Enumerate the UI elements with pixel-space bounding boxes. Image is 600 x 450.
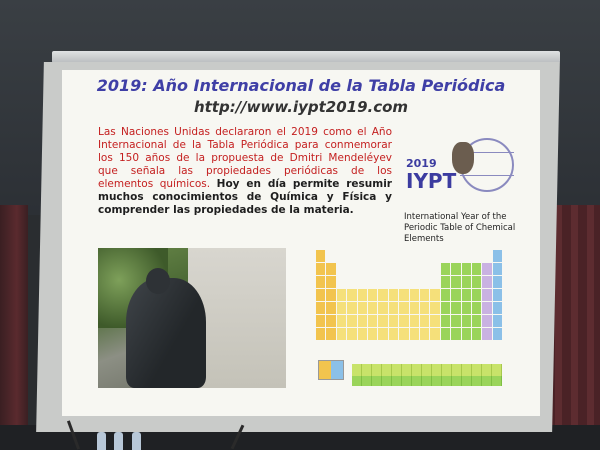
element-cell — [378, 289, 387, 301]
projected-slide — [62, 70, 540, 416]
element-cell — [441, 263, 450, 275]
slide-title: 2019: Año Internacional de la Tabla Periódica — [96, 76, 506, 95]
element-cell — [347, 302, 356, 314]
element-cell — [399, 328, 408, 340]
element-cell — [451, 276, 460, 288]
element-cell — [378, 328, 387, 340]
element-cell — [472, 263, 481, 275]
slide-paragraph — [98, 126, 392, 217]
element-cell — [472, 302, 481, 314]
element-cell — [378, 315, 387, 327]
element-cell — [316, 302, 325, 314]
element-cell — [430, 328, 439, 340]
element-cell — [358, 328, 367, 340]
element-cell — [389, 315, 398, 327]
element-cell — [316, 289, 325, 301]
element-cell — [472, 276, 481, 288]
periodic-table-legend-box — [318, 360, 344, 380]
paragraph-black-text: Hoy en día permite resumir muchos conocimientos de Química y Física y comprender las propiedades de la materia. — [98, 178, 392, 216]
element-cell — [316, 276, 325, 288]
element-cell — [337, 315, 346, 327]
element-cell — [493, 276, 502, 288]
element-cell — [368, 328, 377, 340]
element-cell — [430, 289, 439, 301]
element-cell — [472, 328, 481, 340]
element-cell — [399, 302, 408, 314]
actinide-row — [352, 376, 502, 386]
logo-caption: International Year of the Periodic Table of Chemical Elements — [404, 212, 516, 244]
element-cell — [441, 328, 450, 340]
left-curtain — [0, 205, 28, 450]
element-cell — [368, 302, 377, 314]
logo-year: 2019 — [406, 157, 437, 170]
element-cell — [493, 328, 502, 340]
iypt-logo — [402, 130, 520, 210]
element-cell — [451, 289, 460, 301]
element-cell — [493, 250, 502, 262]
element-cell — [482, 302, 491, 314]
element-cell — [482, 315, 491, 327]
element-cell — [358, 315, 367, 327]
element-cell — [389, 302, 398, 314]
element-cell — [441, 315, 450, 327]
element-cell — [358, 289, 367, 301]
element-cell — [368, 315, 377, 327]
element-cell — [347, 328, 356, 340]
logo-acronym: IYPT — [406, 169, 457, 193]
element-cell — [399, 289, 408, 301]
element-cell — [337, 328, 346, 340]
element-cell — [420, 328, 429, 340]
element-cell — [441, 276, 450, 288]
element-cell — [462, 315, 471, 327]
element-cell — [347, 289, 356, 301]
element-cell — [389, 328, 398, 340]
element-cell — [410, 302, 419, 314]
element-cell — [451, 263, 460, 275]
element-cell — [430, 315, 439, 327]
element-cell — [410, 328, 419, 340]
element-cell — [462, 276, 471, 288]
element-cell — [399, 315, 408, 327]
water-bottle — [114, 432, 123, 450]
element-cell — [482, 263, 491, 275]
element-cell — [493, 263, 502, 275]
statue-body — [126, 278, 206, 388]
element-cell — [462, 289, 471, 301]
element-cell — [337, 289, 346, 301]
element-cell — [316, 328, 325, 340]
element-cell — [451, 315, 460, 327]
element-cell — [430, 302, 439, 314]
element-cell — [410, 289, 419, 301]
element-cell — [316, 263, 325, 275]
element-cell — [482, 276, 491, 288]
element-cell — [451, 328, 460, 340]
element-cell — [441, 289, 450, 301]
water-bottle — [97, 432, 106, 450]
element-cell — [493, 289, 502, 301]
element-cell — [493, 315, 502, 327]
element-cell — [410, 315, 419, 327]
element-cell — [462, 263, 471, 275]
element-cell — [472, 289, 481, 301]
element-cell — [326, 276, 335, 288]
element-cell — [326, 315, 335, 327]
element-cell — [326, 302, 335, 314]
element-cell — [482, 289, 491, 301]
paragraph-red-text: Las Naciones Unidas declararon el 2019 como el Año Internacional de la Tabla Periódica para conmemorar los 150 años de la propuesta de Dmitri Mendeléyev que señala las propiedades periódicas de los elementos químicos. — [98, 126, 392, 190]
element-cell — [358, 302, 367, 314]
element-cell — [326, 328, 335, 340]
element-cell — [482, 328, 491, 340]
element-cell — [420, 289, 429, 301]
element-cell — [368, 289, 377, 301]
periodic-table-graphic — [316, 250, 512, 350]
water-bottle — [132, 432, 141, 450]
mendeleev-statue-photo — [98, 248, 286, 388]
element-cell — [337, 302, 346, 314]
element-cell — [493, 302, 502, 314]
element-cell — [420, 302, 429, 314]
element-cell — [472, 315, 481, 327]
element-cell — [378, 302, 387, 314]
statue-head — [146, 268, 170, 294]
element-cell — [389, 289, 398, 301]
element-cell — [462, 302, 471, 314]
element-cell — [347, 315, 356, 327]
element-cell — [316, 250, 325, 262]
element-cell — [326, 289, 335, 301]
slide-url: http://www.iypt2019.com — [193, 98, 409, 116]
element-cell — [420, 315, 429, 327]
element-cell — [451, 302, 460, 314]
element-cell — [316, 315, 325, 327]
element-cell — [462, 328, 471, 340]
element-cell — [326, 263, 335, 275]
element-cell — [441, 302, 450, 314]
